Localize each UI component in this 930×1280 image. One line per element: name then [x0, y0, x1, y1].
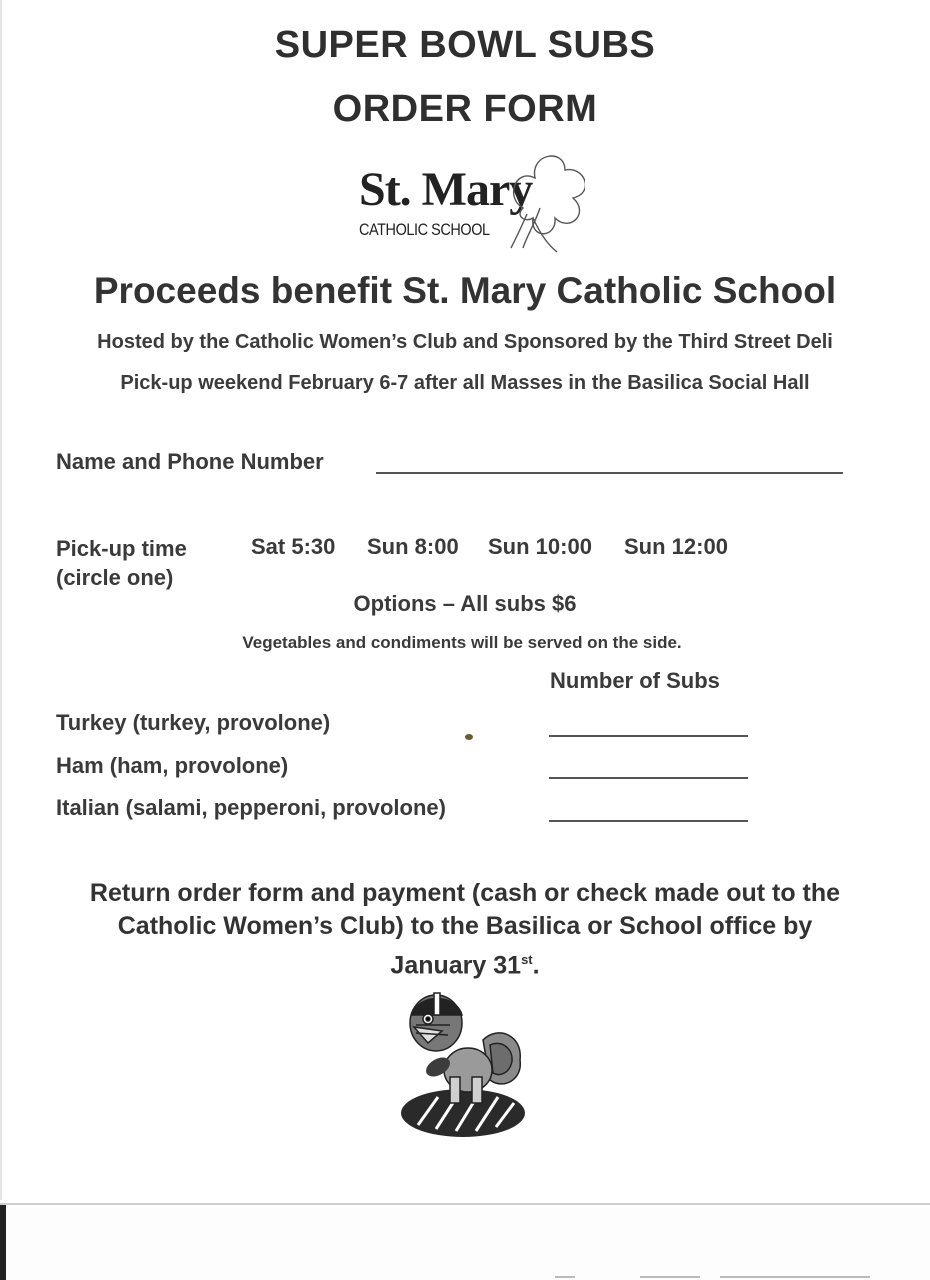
pickup-time-label: [56, 534, 187, 592]
return-instructions-line2: Catholic Women’s Club) to the Basilica or School office by: [117, 912, 813, 940]
pickup-option-sat-530[interactable]: Sat 5:30: [251, 534, 336, 559]
sub-item-ham: Ham (ham, provolone): [56, 753, 289, 778]
form-title-line-2: ORDER FORM: [332, 88, 598, 130]
sub-item-turkey: Turkey (turkey, provolone): [56, 710, 331, 735]
ham-quantity-field[interactable]: [549, 777, 748, 779]
vegetables-note: Vegetables and condiments will be served on the side.: [242, 633, 682, 652]
hosted-by-text: Hosted by the Catholic Women’s Club and Sponsored by the Third Street Deli: [97, 331, 833, 353]
scan-speck: [555, 1276, 575, 1278]
form-title-line-1: SUPER BOWL SUBS: [274, 24, 656, 66]
pickup-option-sun-1200[interactable]: Sun 12:00: [624, 534, 728, 559]
return-instructions-line3: [60, 943, 870, 982]
name-phone-label: Name and Phone Number: [56, 449, 324, 474]
return-instructions-line1: Return order form and payment (cash or check made out to the: [89, 879, 841, 907]
scan-speck: [465, 734, 473, 740]
deadline-period: .: [532, 951, 540, 980]
name-phone-field[interactable]: [376, 472, 843, 474]
options-heading: Options – All subs $6: [353, 591, 577, 616]
pickup-time-label-line1: Pick-up time: [56, 536, 187, 561]
pickup-time-label-line2: (circle one): [56, 565, 174, 590]
logo-school-name: St. Mary: [359, 163, 533, 216]
scan-margin-mark: [0, 1205, 6, 1280]
italian-quantity-field[interactable]: [549, 820, 748, 822]
logo-school-subtitle: CATHOLIC SCHOOL: [359, 220, 490, 239]
pickup-option-sun-1000[interactable]: Sun 10:00: [488, 534, 592, 559]
scan-speck: [640, 1276, 700, 1278]
number-of-subs-header: Number of Subs: [550, 668, 720, 693]
football-turkey-icon: [398, 985, 528, 1141]
turkey-quantity-field[interactable]: [549, 735, 748, 737]
deadline-superscript: st: [521, 952, 533, 967]
scan-speck: [720, 1276, 870, 1278]
return-deadline: January 31: [390, 951, 522, 980]
page-bottom-edge: [0, 1203, 930, 1205]
school-logo: [355, 148, 585, 256]
pickup-weekend-text: Pick-up weekend February 6-7 after all Masses in the Basilica Social Hall: [120, 372, 810, 394]
pickup-option-sun-800[interactable]: Sun 8:00: [367, 534, 459, 559]
proceeds-headline: Proceeds benefit St. Mary Catholic School: [93, 270, 837, 311]
sub-item-italian: Italian (salami, pepperoni, provolone): [56, 795, 446, 820]
shamrock-icon: [485, 148, 585, 256]
return-instructions: [60, 877, 870, 982]
